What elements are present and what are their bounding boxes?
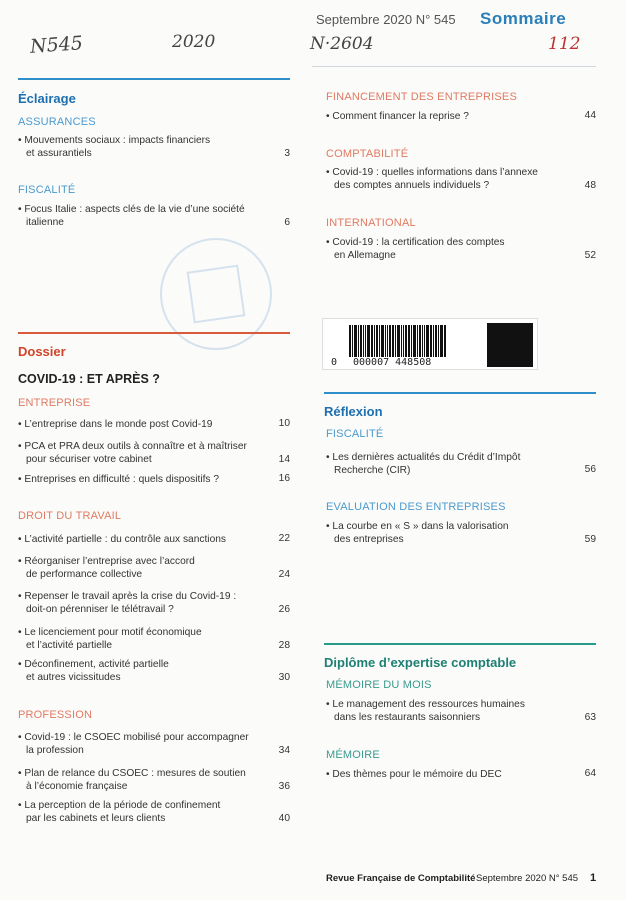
toc-item-line2: en Allemagne — [334, 250, 396, 261]
category-profession: PROFESSION — [18, 709, 93, 721]
toc-item-line2: italienne — [26, 217, 64, 228]
toc-item-line2: de performance collective — [26, 569, 143, 580]
toc-item-page: 28 — [278, 640, 290, 651]
toc-item-line1: • La perception de la période de confinement — [18, 800, 221, 811]
toc-item-line1: • PCA et PRA deux outils à connaître et à maîtriser — [18, 441, 247, 452]
barcode-lead-digit: 0 — [331, 357, 338, 368]
toc-item-page: 30 — [278, 672, 290, 683]
toc-item-line1: • Repenser le travail après la crise du Covid-19 : — [18, 591, 237, 602]
toc-item-line2: doit-on pérenniser le télétravail ? — [26, 604, 174, 615]
category-fiscalite-right: FISCALITÉ — [326, 428, 384, 440]
toc-item[interactable] — [18, 440, 273, 466]
toc-item-page: 64 — [584, 768, 596, 779]
toc-item-page: 56 — [584, 464, 596, 475]
section-reflexion-title: Réflexion — [324, 404, 383, 419]
handwritten-note-4: 112 — [548, 34, 581, 54]
toc-item-line1: • Les dernières actualités du Crédit d’Impôt — [326, 452, 521, 463]
toc-item-page: 26 — [278, 604, 290, 615]
issue-line: Septembre 2020 N° 545 — [316, 12, 456, 27]
toc-item-page: 3 — [284, 148, 290, 159]
toc-item-page: 34 — [278, 745, 290, 756]
toc-item[interactable] — [326, 166, 566, 192]
toc-item[interactable] — [326, 698, 566, 724]
toc-item-line1: • Covid-19 : quelles informations dans l’annexe — [326, 167, 538, 178]
toc-item-line2: la profession — [26, 745, 84, 756]
toc-item[interactable] — [18, 134, 258, 160]
toc-item[interactable] — [18, 767, 273, 793]
barcode — [322, 318, 538, 370]
toc-item[interactable]: • L’entreprise dans le monde post Covid-19 — [18, 419, 213, 430]
toc-item-page: 63 — [584, 712, 596, 723]
toc-item[interactable] — [326, 451, 566, 477]
dec-rule — [324, 643, 596, 645]
toc-item[interactable] — [18, 203, 268, 229]
toc-item-line2: des entreprises — [334, 534, 404, 545]
toc-item-line1: • Covid-19 : le CSOEC mobilisé pour accompagner — [18, 732, 249, 743]
category-entreprise: ENTREPRISE — [18, 397, 91, 409]
toc-item-page: 36 — [278, 781, 290, 792]
category-comptabilite: COMPTABILITÉ — [326, 148, 409, 160]
category-assurances: ASSURANCES — [18, 116, 96, 128]
category-evaluation: EVALUATION DES ENTREPRISES — [326, 501, 506, 513]
handwritten-note-3: N·2604 — [310, 34, 374, 54]
footer-page-number: 1 — [590, 872, 597, 884]
toc-item-page: 14 — [278, 454, 290, 465]
toc-item-page: 40 — [278, 813, 290, 824]
header-divider — [312, 66, 596, 67]
toc-item-line2: des comptes annuels individuels ? — [334, 180, 490, 191]
toc-item-line2: et assurantiels — [26, 148, 92, 159]
toc-item[interactable] — [18, 799, 273, 825]
category-memoire-du-mois: MÉMOIRE DU MOIS — [326, 679, 432, 691]
toc-item-page: 10 — [278, 418, 290, 429]
eclairage-rule — [18, 78, 290, 80]
toc-item-line1: • Réorganiser l’entreprise avec l’accord — [18, 556, 195, 567]
toc-item-line2: dans les restaurants saisonniers — [334, 712, 481, 723]
barcode-bars — [349, 325, 447, 357]
dossier-headline: COVID-19 : ET APRÈS ? — [18, 372, 160, 386]
toc-item[interactable] — [18, 555, 268, 581]
toc-item-page: 6 — [284, 217, 290, 228]
toc-item[interactable]: • Comment financer la reprise ? — [326, 111, 469, 122]
category-droit-du-travail: DROIT DU TRAVAIL — [18, 510, 122, 522]
toc-item-page: 16 — [278, 473, 290, 484]
toc-item-page: 52 — [584, 250, 596, 261]
toc-item-line1: • Déconfinement, activité partielle — [18, 659, 169, 670]
toc-item[interactable]: • Entreprises en difficulté : quels dispositifs ? — [18, 474, 220, 485]
toc-item-page: 59 — [584, 534, 596, 545]
category-international: INTERNATIONAL — [326, 217, 416, 229]
toc-item-line2: pour sécuriser votre cabinet — [26, 454, 152, 465]
toc-item-line2: par les cabinets et leurs clients — [26, 813, 166, 824]
toc-item[interactable] — [18, 731, 273, 757]
barcode-addon — [487, 323, 533, 367]
toc-item-line1: • La courbe en « S » dans la valorisation — [326, 521, 509, 532]
toc-item-line1: • Le licenciement pour motif économique — [18, 627, 202, 638]
footer-issue: Septembre 2020 N° 545 — [476, 873, 579, 884]
toc-item-page: 22 — [278, 533, 290, 544]
toc-item-line2: et l’activité partielle — [26, 640, 113, 651]
dossier-rule — [18, 332, 290, 334]
section-eclairage-title: Éclairage — [18, 91, 76, 106]
handwritten-note-2: 2020 — [172, 32, 216, 52]
page-title: Sommaire — [480, 9, 567, 28]
toc-item-line2: à l’économie française — [26, 781, 128, 792]
toc-item-line1: • Mouvements sociaux : impacts financiers — [18, 135, 211, 146]
toc-item[interactable]: • L’activité partielle : du contrôle aux sanctions — [18, 534, 226, 545]
toc-item-page: 44 — [584, 110, 596, 121]
toc-item[interactable] — [18, 590, 273, 616]
toc-item[interactable] — [326, 520, 566, 546]
toc-item-line1: • Plan de relance du CSOEC : mesures de soutien — [18, 768, 246, 779]
toc-item-line1: • Le management des ressources humaines — [326, 699, 525, 710]
toc-item-page: 24 — [278, 569, 290, 580]
toc-item-page: 48 — [584, 180, 596, 191]
category-memoire: MÉMOIRE — [326, 749, 380, 761]
toc-item[interactable] — [18, 658, 268, 684]
reflexion-rule — [324, 392, 596, 394]
footer-journal: Revue Française de Comptabilité — [326, 873, 476, 884]
category-financement: FINANCEMENT DES ENTREPRISES — [326, 91, 518, 103]
toc-item[interactable] — [326, 236, 566, 262]
handwritten-note-1: N545 — [29, 32, 84, 58]
toc-item-line2: et autres vicissitudes — [26, 672, 121, 683]
toc-item[interactable] — [18, 626, 268, 652]
section-dec-title: Diplôme d’expertise comptable — [324, 655, 517, 670]
toc-item[interactable]: • Des thèmes pour le mémoire du DEC — [326, 769, 502, 780]
toc-item-line1: • Focus Italie : aspects clés de la vie d’une société — [18, 204, 245, 215]
barcode-number: 000007 448508 — [353, 357, 432, 368]
toc-item-line2: Recherche (CIR) — [334, 465, 411, 476]
toc-item-line1: • Covid-19 : la certification des comptes — [326, 237, 505, 248]
section-dossier-title: Dossier — [18, 344, 66, 359]
category-fiscalite: FISCALITÉ — [18, 184, 76, 196]
